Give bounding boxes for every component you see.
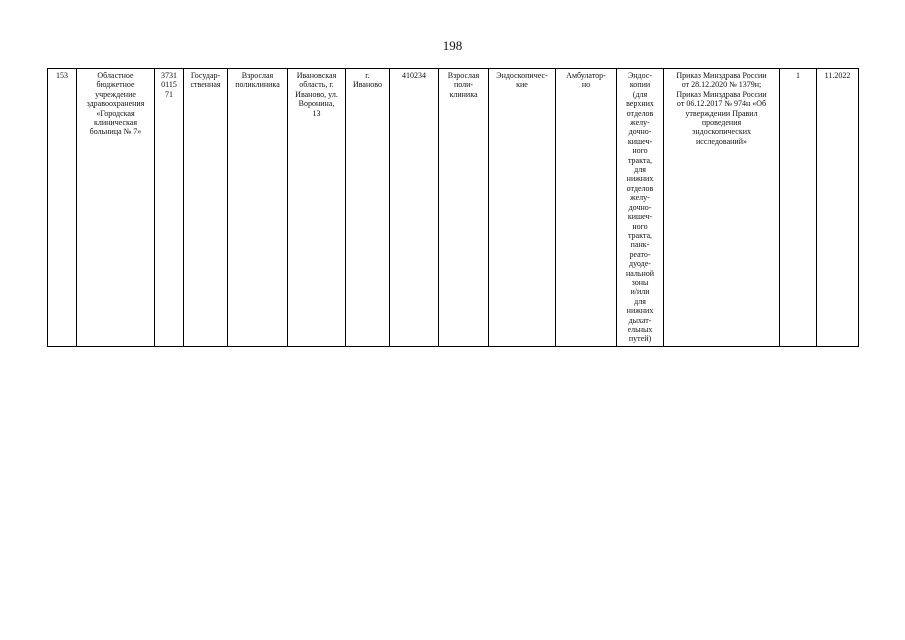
organization-cell (77, 69, 155, 347)
cell-text-line: Приказ Минздрава России (676, 71, 767, 80)
cell-text-line: ельных (627, 324, 653, 334)
cell-text-line: 13 (312, 108, 321, 118)
ownership-cell (184, 69, 228, 347)
cell-text-line: проведения (701, 118, 742, 128)
cell-text-line: дочно- (628, 127, 652, 137)
cell-text-line: бюджетное (96, 80, 135, 90)
cell-text-line: дуоде- (629, 259, 651, 269)
cell-text-line: но (581, 80, 591, 90)
service-cell (489, 69, 556, 347)
cell-text-line: тракта, (627, 155, 653, 165)
inn-cell (155, 69, 184, 347)
detail-cell (617, 69, 664, 347)
page-number: 198 (442, 38, 463, 53)
cell-text-line: нижних (626, 174, 654, 184)
cell-text-line: 3731 (161, 71, 177, 80)
cell-text-line: клиническая (93, 118, 138, 128)
facility-type-cell (228, 69, 288, 347)
cell-text-line: 1 (796, 71, 800, 80)
cell-text-line: учреждение (95, 89, 136, 99)
code-cell (390, 69, 439, 347)
cell-text-line: Взрослая (241, 71, 274, 80)
cell-text-line: желу- (630, 193, 650, 203)
cell-text-line: поликлиника (235, 80, 280, 90)
cell-text-line: от 06.12.2017 № 974н «Об (676, 99, 767, 109)
cell-text-line: кишеч- (627, 212, 653, 222)
cell-text-line: кие (516, 80, 528, 90)
cell-text-line: Амбулатор- (566, 71, 606, 80)
cell-text-line: «Городская (96, 108, 135, 118)
cell-text-line: Эндоскопичес- (496, 71, 548, 80)
cell-text-line: Государ- (190, 71, 221, 80)
row-index: 153 (56, 71, 68, 80)
cell-text-line: путей) (628, 334, 652, 344)
cell-text-line: клиника (449, 89, 478, 99)
cell-text-line: Ивановская (296, 71, 337, 80)
cell-text-line: кишеч- (627, 136, 653, 146)
conditions-cell (556, 69, 617, 347)
legal-basis-cell (664, 69, 780, 347)
date-cell (817, 69, 859, 347)
cell-text-line: для (634, 296, 646, 306)
cell-text-line: зоны (631, 277, 649, 287)
cell-text-line: Иваново (352, 80, 382, 90)
cell-text-line: Воронина, (298, 99, 335, 109)
cell-text-line: панк- (630, 240, 650, 250)
cell-text-line: Областное (97, 71, 134, 80)
cell-text-line: Приказ Минздрава России (676, 89, 767, 99)
cell-text-line: больница № 7» (89, 127, 142, 137)
cell-text-line: (для (632, 89, 648, 99)
cell-text-line: верхних (626, 99, 654, 109)
cell-text-line: здравоохранения (86, 99, 145, 109)
cell-text-line: нижних (626, 306, 654, 316)
cell-text-line: реато- (629, 249, 651, 259)
cell-text-line: нальной (625, 268, 655, 278)
registry-table (47, 68, 859, 347)
cell-text-line: Взрослая (447, 71, 480, 80)
cell-text-line: поли- (453, 80, 474, 90)
cell-text-line: дочно- (628, 202, 652, 212)
cell-text-line: ственная (190, 80, 221, 90)
cell-text-line: 11.2022 (824, 71, 851, 80)
cell-text-line: Иваново, ул. (295, 89, 338, 99)
cell-text-line: исследований» (696, 136, 747, 146)
count-cell (780, 69, 817, 347)
cell-text-line: 71 (165, 89, 173, 99)
cell-text-line: от 28.12.2020 № 1379н; (681, 80, 762, 90)
cell-text-line: копии (629, 80, 651, 90)
row-index-cell (48, 69, 77, 347)
cell-text-line: эндоскопических (691, 127, 752, 137)
cell-text-line: отделов (626, 183, 654, 193)
cell-text-line: и/или (630, 287, 650, 297)
address-cell (288, 69, 346, 347)
cell-text-line: ного (632, 221, 648, 231)
cell-text-line: 410234 (402, 71, 426, 80)
table-row (48, 69, 859, 347)
cell-text-line: Эндос- (627, 71, 653, 80)
cell-text-line: область, г. (299, 80, 334, 90)
cell-text-line: 0115 (161, 80, 177, 90)
cell-text-line: для (634, 165, 646, 175)
cell-text-line: тракта, (627, 230, 653, 240)
locality-cell (346, 69, 390, 347)
cell-text-line: желу- (630, 118, 650, 128)
unit-cell (439, 69, 489, 347)
cell-text-line: г. (365, 71, 370, 80)
cell-text-line: отделов (626, 108, 654, 118)
cell-text-line: ного (632, 146, 648, 156)
cell-text-line: утверждении Правил (685, 108, 758, 118)
cell-text-line: дыхат- (628, 315, 652, 325)
